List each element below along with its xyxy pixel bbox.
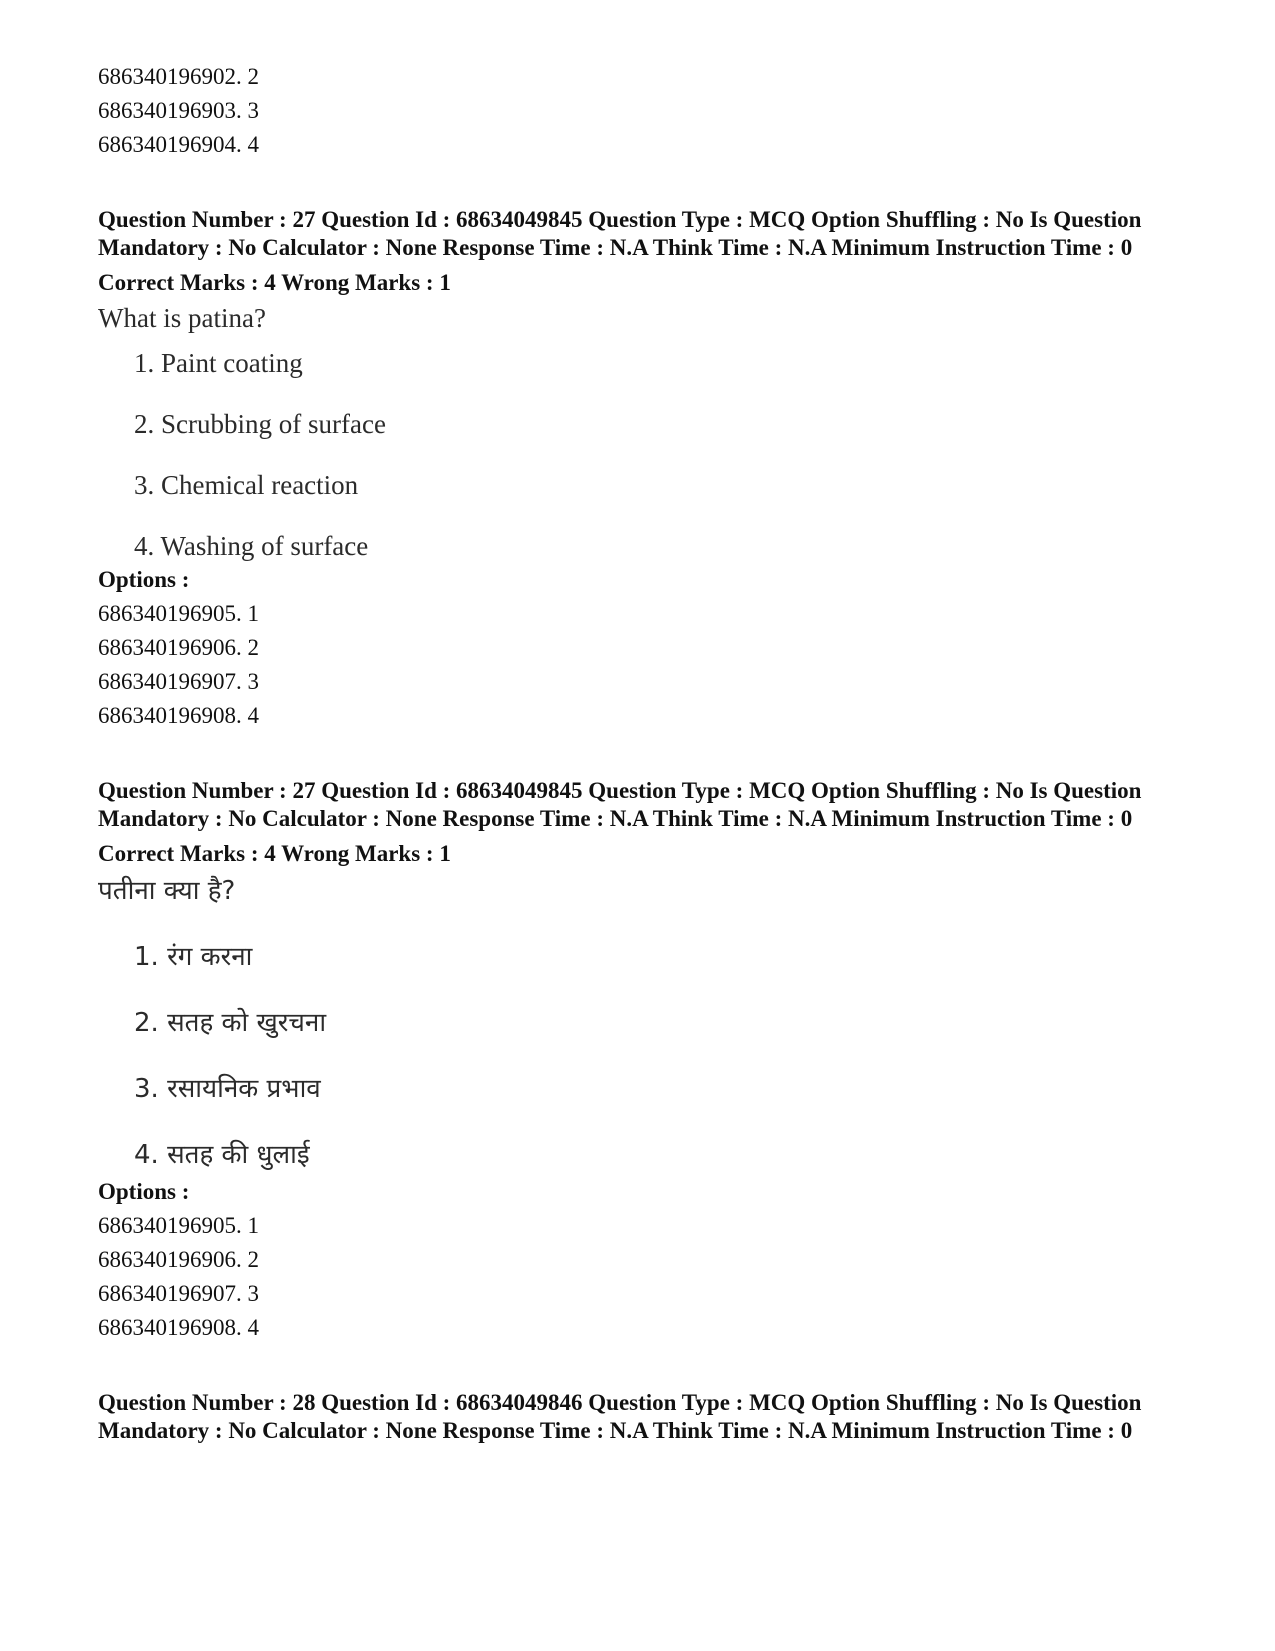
question-image xyxy=(98,300,1208,563)
question-block-english xyxy=(98,206,1208,733)
option-line: 686340196908. 4 xyxy=(98,1315,259,1340)
option-line: 686340196904. 4 xyxy=(98,132,259,157)
option-line: 686340196902. 2 xyxy=(98,64,259,89)
document-page xyxy=(98,60,1208,1445)
option-line: 686340196907. 3 xyxy=(98,669,259,694)
options-label: Options : xyxy=(98,1179,190,1204)
option-line: 686340196906. 2 xyxy=(98,635,259,660)
question-block-next xyxy=(98,1389,1208,1445)
option-line: 686340196907. 3 xyxy=(98,1281,259,1306)
choice-item: 3. Chemical reaction xyxy=(134,470,359,500)
option-line: 686340196903. 3 xyxy=(98,98,259,123)
choice-item: 1. Paint coating xyxy=(134,348,303,378)
choice-item: 2. सतह को खुरचना xyxy=(134,1008,327,1038)
question-text: What is patina? xyxy=(98,303,266,333)
question-header: Question Number : 28 Question Id : 68634049846 Question Type : MCQ Option Shuffling : No Is Question Mandatory : No Calculator : None Response Time : N.A Think Time : N.A Minimum Instruction Time : 0 xyxy=(98,1390,1142,1443)
option-line: 686340196908. 4 xyxy=(98,703,259,728)
choice-item: 1. रंग करना xyxy=(134,942,253,972)
option-line: 686340196905. 1 xyxy=(98,601,259,626)
marks-line: Correct Marks : 4 Wrong Marks : 1 xyxy=(98,270,451,295)
options-label: Options : xyxy=(98,567,190,592)
choice-item: 3. रसायनिक प्रभाव xyxy=(134,1074,321,1104)
question-header: Question Number : 27 Question Id : 68634049845 Question Type : MCQ Option Shuffling : No Is Question Mandatory : No Calculator : None Response Time : N.A Think Time : N.A Minimum Instruction Time : 0 xyxy=(98,207,1142,260)
choice-item: 2. Scrubbing of surface xyxy=(134,409,386,439)
question-image xyxy=(98,871,1208,1175)
question-block-hindi xyxy=(98,777,1208,1345)
question-header: Question Number : 27 Question Id : 68634049845 Question Type : MCQ Option Shuffling : No Is Question Mandatory : No Calculator : None Response Time : N.A Think Time : N.A Minimum Instruction Time : 0 xyxy=(98,778,1142,831)
choice-item: 4. Washing of surface xyxy=(134,531,369,561)
choice-item: 4. सतह की धुलाई xyxy=(134,1140,310,1170)
option-line: 686340196906. 2 xyxy=(98,1247,259,1272)
question-text: पतीना क्या है? xyxy=(98,876,236,906)
previous-options-list xyxy=(98,60,1208,162)
marks-line: Correct Marks : 4 Wrong Marks : 1 xyxy=(98,841,451,866)
option-line: 686340196905. 1 xyxy=(98,1213,259,1238)
